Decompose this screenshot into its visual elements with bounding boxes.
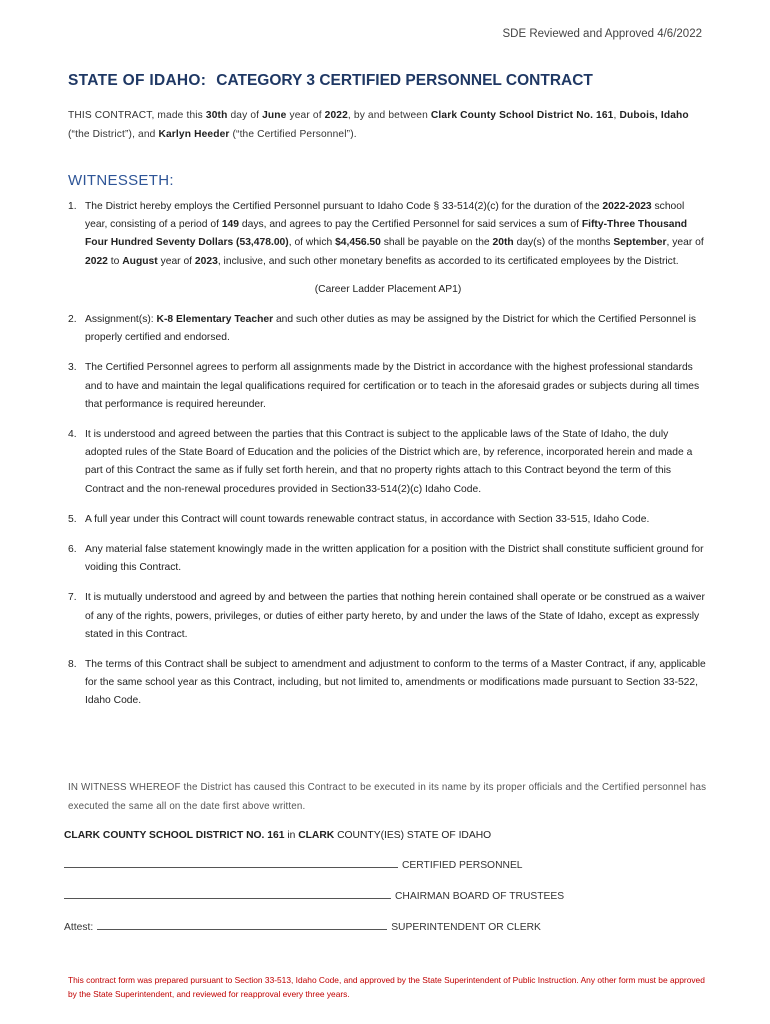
clause-fragment: to (107, 255, 123, 267)
personnel-signature-row (64, 860, 523, 871)
clause-6 (68, 541, 708, 577)
clause-text: Any material false statement knowingly made in the written application for a position with the District shall constitute sufficient ground for voiding this Contract. (85, 544, 704, 574)
attest-signature-line[interactable] (97, 929, 387, 930)
clause-text: It is mutually understood and agreed by and between the parties that nothing herein contained shall operate or be construed as a waiver of any of the rights, powers, privileges, or duties of either party hereto, by and under the laws of the State of Idaho, except as expressly stated in this Contract. (85, 592, 705, 640)
school-years: 2022-2023 (602, 201, 652, 212)
clause-fragment: days, and agrees to pay the Certified Personnel for said services a sum of (239, 219, 582, 231)
witnesseth-heading: WITNESSETH: (68, 172, 174, 189)
end-year: 2023 (194, 255, 218, 267)
page-title (68, 72, 593, 90)
clause-fragment: shall be payable on the (380, 237, 493, 249)
clause-8 (68, 656, 708, 711)
clause-5 (68, 511, 708, 529)
attest-label: Attest: (64, 922, 94, 933)
district-line-text: COUNTY(IES) STATE OF IDAHO (334, 830, 492, 841)
title-category: CATEGORY 3 CERTIFIED PERSONNEL CONTRACT (216, 72, 593, 89)
clause-fragment: , inclusive, and such other monetary benefits as accorded to its certificated employees by the District. (217, 255, 679, 267)
chairman-signature-line[interactable] (64, 898, 391, 899)
clause-fragment: , of which (288, 237, 336, 249)
district-line-text: in (284, 830, 299, 841)
attest-signature-row (64, 922, 541, 933)
clause-fragment: , year of (666, 237, 704, 249)
clause-fragment: day(s) of the months (513, 237, 614, 249)
clause-fragment: The District hereby employs the Certified Personnel pursuant to Idaho Code § 33-514(2)(c) for the duration of the (85, 201, 603, 212)
contract-month: June (262, 110, 287, 121)
clause-text: The Certified Personnel agrees to perform all assignments made by the District in accordance with the highest professional standards and to have and maintain the legal qualifications required for certification or to teach in the aforesaid grades or subjects during all times that performance is required hereunder. (85, 362, 700, 410)
clause-text (85, 198, 708, 271)
clause-text: It is understood and agreed between the parties that this Contract is subject to the applicable laws of the State of Idaho, the duly adopted rules of the State Board of Education and the policies of the District which are, by reference, incorporated herein and made a part of this Contract the same as if fully set forth herein, and that no property rights attach to this Contract beyond the term of this Contract and the non-renewal procedures provided in Section33-514(2)(c) Idaho Code. (85, 429, 693, 495)
clause-1 (68, 198, 708, 271)
personnel-signature-label: CERTIFIED PERSONNEL (402, 860, 523, 871)
contract-day: 30th (205, 110, 228, 121)
chairman-signature-row (64, 891, 564, 902)
career-ladder-placement: (Career Ladder Placement AP1) (314, 283, 462, 295)
start-year: 2022 (85, 255, 108, 267)
district-name: CLARK COUNTY SCHOOL DISTRICT NO. 161 (64, 830, 285, 841)
district-name: Clark County School District No. 161 (430, 110, 614, 121)
contract-clauses (68, 198, 708, 723)
personnel-name: Karlyn Heeder (158, 129, 230, 140)
clause-number: 1. (68, 201, 77, 212)
clause-number: 5. (68, 513, 77, 525)
clause-number: 2. (68, 314, 77, 326)
pay-day: 20th (492, 237, 514, 249)
preamble-text: day of (227, 110, 263, 121)
in-witness-statement: IN WITNESS WHEREOF the District has caused this Contract to be executed in its name by its proper officials and the Certified personnel has executed the same all on the date first above written. (68, 782, 707, 812)
approval-footer: This contract form was prepared pursuant to Section 33-513, Idaho Code, and approved by the State Superintendent of Public Instruction. Any other form must be approved by the State Superintendent, and reviewed for reapproval every three years. (68, 975, 705, 999)
installment-amount: $4,456.50 (335, 237, 381, 249)
district-signature-heading (64, 830, 491, 841)
clause-fragment: school year, consisting of a period of (85, 201, 685, 231)
clause-4 (68, 426, 708, 499)
preamble-text: (“the Certified Personnel”). (229, 129, 357, 140)
title-state: STATE OF IDAHO: (68, 72, 207, 89)
clause-text: The terms of this Contract shall be subject to amendment and adjustment to conform to the terms of a Master Contract, if any, applicable for the same school year as this Contract, including, but not limited to, amendments or modifications made pursuant to Section 33-522, Idaho Code. (85, 659, 706, 707)
clause-number: 6. (68, 544, 77, 556)
preamble-text: (“the District”), and (68, 129, 159, 140)
clause-number: 3. (68, 362, 77, 374)
clause-number: 7. (68, 592, 77, 604)
clause-7 (68, 589, 708, 644)
superintendent-signature-label: SUPERINTENDENT OR CLERK (391, 922, 541, 933)
personnel-signature-line[interactable] (64, 867, 398, 868)
clause-text: A full year under this Contract will count towards renewable contract status, in accordance with Section 33-515, Idaho Code. (85, 513, 650, 525)
preamble-text: year of (286, 110, 325, 121)
clause-text (85, 311, 708, 347)
review-note: SDE Reviewed and Approved 4/6/2022 (502, 28, 702, 40)
clause-3 (68, 359, 708, 414)
contract-year: 2022 (324, 110, 348, 121)
clause-fragment: year of (157, 255, 195, 267)
contract-days: 149 (221, 219, 239, 231)
end-month: August (122, 255, 158, 267)
clause-2 (68, 311, 708, 347)
assignment: K-8 Elementary Teacher (156, 314, 274, 326)
preamble-text: THIS CONTRACT, made this (68, 110, 206, 121)
district-location: Dubois, Idaho (619, 110, 689, 121)
salary-amount: Fifty-Three Thousand Four Hundred Seventy Dollars (53,478.00) (85, 219, 688, 249)
clause-number: 4. (68, 429, 77, 441)
clause-number: 8. (68, 659, 77, 671)
start-month: September (613, 237, 667, 249)
clause-fragment: and such other duties as may be assigned by the District for which the Certified Personnel is properly certified and endorsed. (85, 314, 697, 344)
contract-preamble (68, 106, 708, 144)
preamble-text: , (613, 110, 620, 121)
county-name: CLARK (298, 830, 335, 841)
preamble-text: , by and between (347, 110, 431, 121)
clause-fragment: Assignment(s): (85, 314, 157, 326)
chairman-signature-label: CHAIRMAN BOARD OF TRUSTEES (395, 891, 565, 902)
